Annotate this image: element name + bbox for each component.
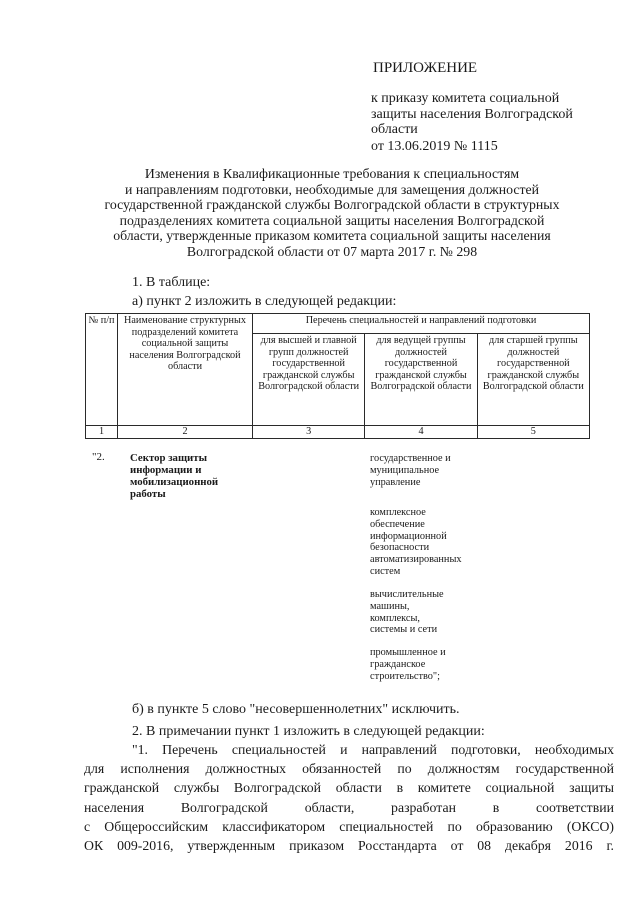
note-line: с Общероссийским классификатором специальностей по образованию (ОКСО) bbox=[84, 819, 614, 834]
specialty-line: машины, bbox=[370, 600, 410, 612]
specialty-line: комплексы, bbox=[370, 612, 420, 624]
specialty-line: систем bbox=[370, 565, 401, 577]
appendix-title: ПРИЛОЖЕНИЕ bbox=[373, 60, 478, 76]
specialty-line: вычислительные bbox=[370, 589, 444, 600]
specialty-line: комплексное bbox=[370, 507, 426, 518]
column-number: 4 bbox=[365, 426, 477, 439]
title-line: области, утвержденные приказом комитета социальной защиты населения bbox=[113, 228, 551, 243]
row-number: "2. bbox=[92, 451, 105, 463]
order-date-number: от 13.06.2019 № 1115 bbox=[371, 139, 498, 154]
specialty-group bbox=[370, 453, 500, 488]
header-cell-higher: для высшей и главной групп должностей государственной гражданской службы Волгоградской области bbox=[253, 334, 365, 426]
department-line: информации и bbox=[130, 464, 202, 476]
specialty-group bbox=[370, 647, 500, 682]
title-line: подразделениях комитета социальной защиты населения Волгоградской bbox=[119, 212, 545, 228]
item-2: 2. В примечании пункт 1 изложить в следующей редакции: bbox=[132, 724, 485, 739]
item-1a: а) пункт 2 изложить в следующей редакции: bbox=[132, 294, 397, 309]
note-line: гражданской службы Волгоградской области в комитете социальной защиты bbox=[84, 780, 614, 795]
title-line: и направлениям подготовки, необходимые для замещения должностей bbox=[124, 181, 539, 197]
header-cell-senior: для старшей группы должностей государственной гражданской службы Волгоградской области bbox=[477, 334, 589, 426]
specialty-line: государственное и bbox=[370, 453, 451, 464]
specialty-line: промышленное и bbox=[370, 647, 446, 658]
specialty-line: автоматизированных bbox=[370, 554, 462, 566]
specialty-line: муниципальное bbox=[370, 464, 440, 476]
appendix-reference bbox=[371, 91, 573, 138]
specialty-line: информационной bbox=[370, 530, 447, 542]
appendix-line: к приказу комитета социальной bbox=[371, 91, 560, 106]
header-cell-list: Перечень специальностей и направлений подготовки bbox=[253, 314, 590, 334]
header-cell-leading: для ведущей группы должностей государственной гражданской службы Волгоградской области bbox=[365, 334, 477, 426]
header-cell-name: Наименование структурных подразделений комитета социальной защиты населения Волгоградской области bbox=[118, 314, 253, 426]
qualification-table-header bbox=[85, 313, 590, 439]
note-line: населения Волгоградской области, разработан в соответствии bbox=[84, 800, 614, 815]
specialty-line: строительство"; bbox=[370, 670, 440, 682]
department-line: работы bbox=[130, 488, 166, 500]
note-line: "1. Перечень специальностей и направлений подготовки, необходимых bbox=[132, 742, 614, 757]
item-1: 1. В таблице: bbox=[132, 275, 211, 290]
specialty-group bbox=[370, 589, 500, 636]
department-line: Сектор защиты bbox=[130, 452, 208, 464]
item-1b: б) в пункте 5 слово "несовершеннолетних" исключить. bbox=[132, 702, 460, 717]
note-line: для исполнения должностных обязанностей по должностям государственной bbox=[84, 761, 614, 776]
appendix-line: области bbox=[371, 122, 418, 137]
appendix-line: защиты населения Волгоградской bbox=[371, 106, 573, 122]
title-line: Изменения в Квалификационные требования к специальностям bbox=[144, 166, 520, 181]
title-line: Волгоградской области от 07 марта 2017 г. № 298 bbox=[186, 243, 478, 259]
note-line: ОК 009-2016, утвержденным приказом Росстандарта от 08 декабря 2016 г. bbox=[84, 838, 614, 853]
column-number: 2 bbox=[118, 426, 253, 439]
department-name bbox=[130, 452, 260, 500]
column-number: 5 bbox=[477, 426, 589, 439]
specialty-line: управление bbox=[370, 476, 421, 488]
specialty-line: обеспечение bbox=[370, 518, 425, 530]
header-cell-number: № п/п bbox=[86, 314, 118, 426]
specialty-line: гражданское bbox=[370, 658, 426, 670]
column-number: 1 bbox=[86, 426, 118, 439]
column-number: 3 bbox=[253, 426, 365, 439]
document-title bbox=[82, 166, 582, 259]
specialty-line: системы и сети bbox=[370, 624, 438, 636]
department-line: мобилизационной bbox=[130, 476, 219, 488]
specialty-line: безопасности bbox=[370, 542, 430, 554]
title-line: государственной гражданской службы Волгоградской области в структурных bbox=[104, 197, 560, 212]
specialty-group bbox=[370, 507, 500, 578]
